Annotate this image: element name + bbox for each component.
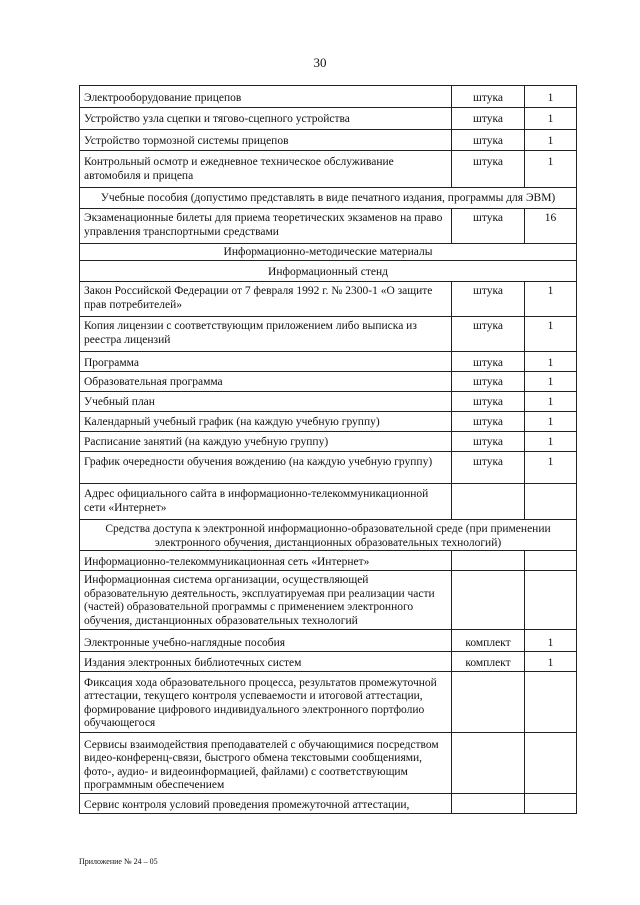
item-quantity: 1 [525, 452, 577, 484]
item-name: Календарный учебный график (на каждую учебную группу) [80, 412, 452, 432]
table-row [80, 484, 577, 520]
item-name: Фиксация хода образовательного процесса, результатов промежуточной аттестации, текущего контроля успеваемости и итоговой аттестации, формирование цифрового индивидуального электронного портфолио обучающегося [80, 671, 452, 732]
item-unit: штука [452, 372, 525, 392]
table-row [80, 372, 577, 392]
section-row [80, 520, 577, 551]
table-row [80, 392, 577, 412]
item-quantity: 1 [525, 86, 577, 108]
item-quantity: 1 [525, 392, 577, 412]
table-row [80, 209, 577, 244]
item-unit: штука [452, 130, 525, 151]
section-heading: Средства доступа к электронной информационно-образовательной среде (при применении электронного обучения, дистанционных образовательных технологий) [80, 520, 577, 551]
item-name: Закон Российской Федерации от 7 февраля 1992 г. № 2300-1 «О защите прав потребителей» [80, 282, 452, 317]
table-row [80, 452, 577, 484]
item-unit: штука [452, 317, 525, 352]
item-quantity: 1 [525, 108, 577, 130]
item-quantity: 1 [525, 282, 577, 317]
item-name: Образовательная программа [80, 372, 452, 392]
item-quantity: 1 [525, 630, 577, 652]
item-quantity: 1 [525, 412, 577, 432]
table-row [80, 412, 577, 432]
item-unit [452, 732, 525, 793]
item-name: Издания электронных библиотечных систем [80, 651, 452, 671]
table-row [80, 571, 577, 630]
item-quantity [525, 793, 577, 813]
item-unit: штука [452, 392, 525, 412]
table-row [80, 130, 577, 151]
item-unit: штука [452, 352, 525, 372]
table-row [80, 732, 577, 793]
item-unit: комплект [452, 630, 525, 652]
item-name: Устройство узла сцепки и тягово-сцепного устройства [80, 108, 452, 130]
table-row [80, 108, 577, 130]
item-unit: штука [452, 282, 525, 317]
item-quantity [525, 484, 577, 520]
table-row [80, 651, 577, 671]
section-row [80, 188, 577, 209]
item-quantity: 1 [525, 372, 577, 392]
section-heading: Информационно-методические материалы [80, 244, 577, 261]
item-name: Контрольный осмотр и ежедневное техническое обслуживание автомобиля и прицепа [80, 151, 452, 188]
item-quantity [525, 551, 577, 571]
item-name: Программа [80, 352, 452, 372]
item-quantity: 1 [525, 651, 577, 671]
item-name: Информационно-телекоммуникационная сеть «Интернет» [80, 551, 452, 571]
item-quantity: 1 [525, 151, 577, 188]
item-unit [452, 793, 525, 813]
item-name: Экзаменационные билеты для приема теоретических экзаменов на право управления транспортными средствами [80, 209, 452, 244]
item-quantity: 1 [525, 130, 577, 151]
table-row [80, 432, 577, 452]
item-unit: штука [452, 452, 525, 484]
item-unit [452, 484, 525, 520]
item-quantity [525, 671, 577, 732]
section-row [80, 261, 577, 282]
item-name: Копия лицензии с соответствующим приложением либо выписка из реестра лицензий [80, 317, 452, 352]
item-name: График очередности обучения вождению (на каждую учебную группу) [80, 452, 452, 484]
item-name: Адрес официального сайта в информационно-телекоммуникационной сети «Интернет» [80, 484, 452, 520]
table-row [80, 352, 577, 372]
item-name: Учебный план [80, 392, 452, 412]
item-unit [452, 571, 525, 630]
table-row [80, 151, 577, 188]
section-heading: Учебные пособия (допустимо представлять в виде печатного издания, программы для ЭВМ) [80, 188, 577, 209]
item-name: Информационная система организации, осуществляющей образовательную деятельность, эксплуатируемая при реализации части (частей) образовательной программы с применением электронного обучения, дистанционных образовательных технологий [80, 571, 452, 630]
item-quantity: 16 [525, 209, 577, 244]
footer-note: Приложение № 24 – 05 [79, 857, 158, 866]
item-unit: штука [452, 108, 525, 130]
item-unit [452, 671, 525, 732]
table-row [80, 630, 577, 652]
item-quantity [525, 732, 577, 793]
item-quantity: 1 [525, 432, 577, 452]
item-unit: комплект [452, 651, 525, 671]
table-row [80, 86, 577, 108]
item-unit [452, 551, 525, 571]
item-name: Расписание занятий (на каждую учебную группу) [80, 432, 452, 452]
section-heading: Информационный стенд [80, 261, 577, 282]
table-row [80, 551, 577, 571]
item-name: Электрооборудование прицепов [80, 86, 452, 108]
table-row [80, 671, 577, 732]
table-row [80, 317, 577, 352]
item-name: Сервис контроля условий проведения промежуточной аттестации, [80, 793, 452, 813]
item-quantity: 1 [525, 352, 577, 372]
item-quantity: 1 [525, 317, 577, 352]
item-unit: штука [452, 209, 525, 244]
item-unit: штука [452, 432, 525, 452]
table-row [80, 282, 577, 317]
item-unit: штука [452, 86, 525, 108]
item-unit: штука [452, 151, 525, 188]
section-row [80, 244, 577, 261]
item-quantity [525, 571, 577, 630]
equipment-table [79, 85, 577, 814]
page-number: 30 [313, 55, 327, 70]
item-name: Сервисы взаимодействия преподавателей с обучающимися посредством видео-конференц-связи, быстрого обмена текстовыми сообщениями, фото-, аудио- и видеоинформацией, файлами) с соответствующим программным обеспечением [80, 732, 452, 793]
item-name: Электронные учебно-наглядные пособия [80, 630, 452, 652]
item-unit: штука [452, 412, 525, 432]
table-row [80, 793, 577, 813]
item-name: Устройство тормозной системы прицепов [80, 130, 452, 151]
